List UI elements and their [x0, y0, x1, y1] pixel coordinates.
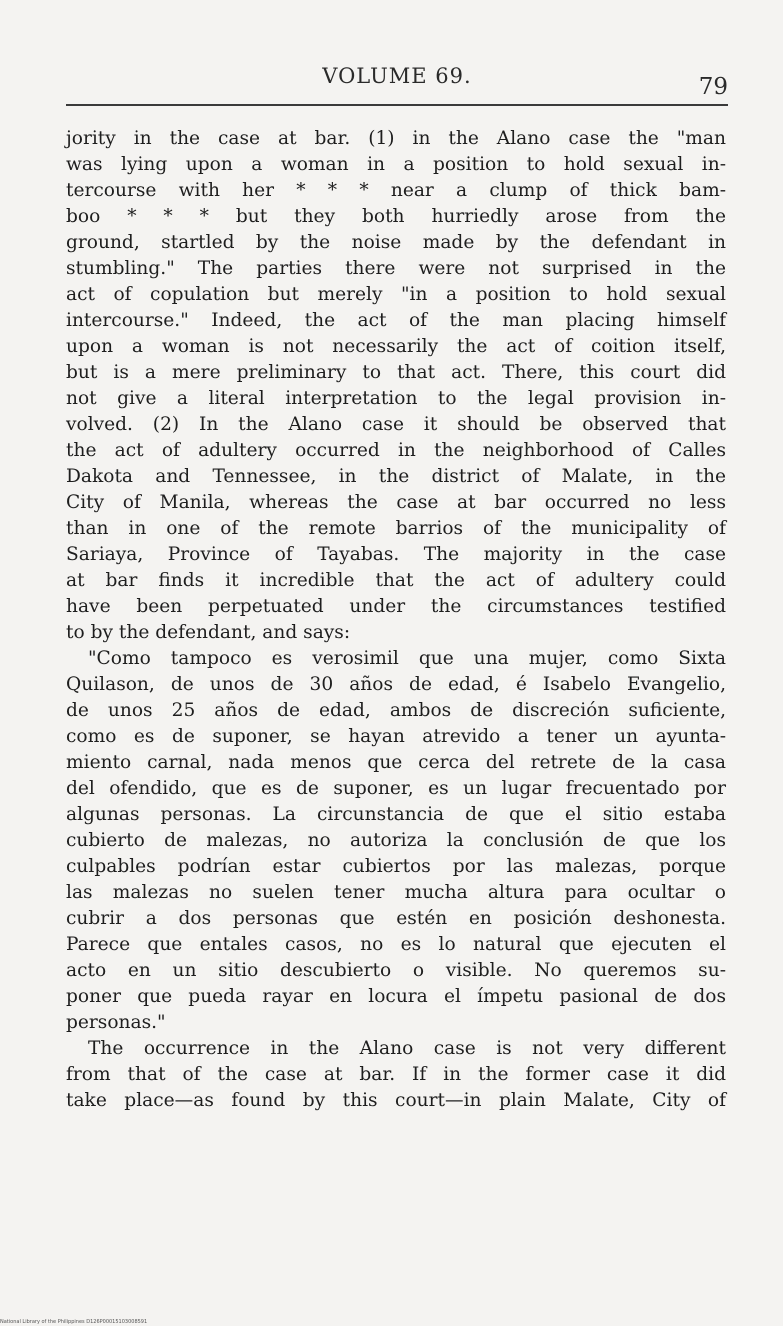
- quote-line: las malezas no suelen tener mucha altura para ocultar o: [66, 882, 726, 903]
- text-line: at bar finds it incredible that the act of adultery could: [66, 570, 726, 591]
- text-line: upon a woman is not necessarily the act of coition itself,: [66, 336, 726, 357]
- text-line: The occurrence in the Alano case is not very different: [88, 1038, 726, 1059]
- body-text: [66, 126, 726, 1114]
- header-rule: [66, 104, 728, 106]
- quote-line: algunas personas. La circunstancia de que el sitio estaba: [66, 804, 726, 825]
- text-line: City of Manila, whereas the case at bar occurred no less: [66, 492, 726, 513]
- quote-line: Quilason, de unos de 30 años de edad, é Isabelo Evangelio,: [66, 674, 726, 695]
- quote-line: personas.": [66, 1012, 166, 1033]
- library-stamp: National Library of the Philippines D126P00015103008591: [0, 1319, 148, 1325]
- quote-line: "Como tampoco es verosimil que una mujer, como Sixta: [88, 648, 726, 669]
- text-line: jority in the case at bar. (1) in the Alano case the "man: [66, 128, 726, 149]
- text-line: have been perpetuated under the circumstances testified: [66, 596, 726, 617]
- text-line: than in one of the remote barrios of the municipality of: [66, 518, 726, 539]
- quote-line: miento carnal, nada menos que cerca del retrete de la casa: [66, 752, 726, 773]
- text-line: Dakota and Tennessee, in the district of Malate, in the: [66, 466, 726, 487]
- quote-line: como es de suponer, se hayan atrevido a tener un ayunta-: [66, 726, 726, 747]
- text-line: act of copulation but merely "in a position to hold sexual: [66, 284, 726, 305]
- text-line: the act of adultery occurred in the neighborhood of Calles: [66, 440, 726, 461]
- quote-line: poner que pueda rayar en locura el ímpetu pasional de dos: [66, 986, 726, 1007]
- page-header: [66, 62, 728, 106]
- text-line: stumbling." The parties there were not surprised in the: [66, 258, 726, 279]
- text-line: not give a literal interpretation to the legal provision in-: [66, 388, 726, 409]
- text-line: was lying upon a woman in a position to hold sexual in-: [66, 154, 726, 175]
- text-line: ground, startled by the noise made by the defendant in: [66, 232, 726, 253]
- text-line: but is a mere preliminary to that act. There, this court did: [66, 362, 726, 383]
- page-number: 79: [698, 74, 728, 100]
- quote-line: culpables podrían estar cubiertos por las malezas, porque: [66, 856, 726, 877]
- text-line: intercourse." Indeed, the act of the man placing himself: [66, 310, 726, 331]
- text-line: to by the defendant, and says:: [66, 622, 351, 643]
- quote-line: del ofendido, que es de suponer, es un lugar frecuentado por: [66, 778, 726, 799]
- text-line: from that of the case at bar. If in the former case it did: [66, 1064, 726, 1085]
- text-line: Sariaya, Province of Tayabas. The majority in the case: [66, 544, 726, 565]
- quote-line: cubrir a dos personas que estén en posición deshonesta.: [66, 908, 726, 929]
- text-line: take place—as found by this court—in plain Malate, City of: [66, 1090, 726, 1111]
- quote-line: Parece que entales casos, no es lo natural que ejecuten el: [66, 934, 726, 955]
- text-line: boo * * * but they both hurriedly arose from the: [66, 206, 726, 227]
- running-title: VOLUME 69.: [322, 64, 472, 88]
- quote-line: cubierto de malezas, no autoriza la conclusión de que los: [66, 830, 726, 851]
- quote-line: de unos 25 años de edad, ambos de discreción suficiente,: [66, 700, 726, 721]
- quote-line: acto en un sitio descubierto o visible. No queremos su-: [66, 960, 726, 981]
- text-line: tercourse with her * * * near a clump of thick bam-: [66, 180, 726, 201]
- text-line: volved. (2) In the Alano case it should be observed that: [66, 414, 726, 435]
